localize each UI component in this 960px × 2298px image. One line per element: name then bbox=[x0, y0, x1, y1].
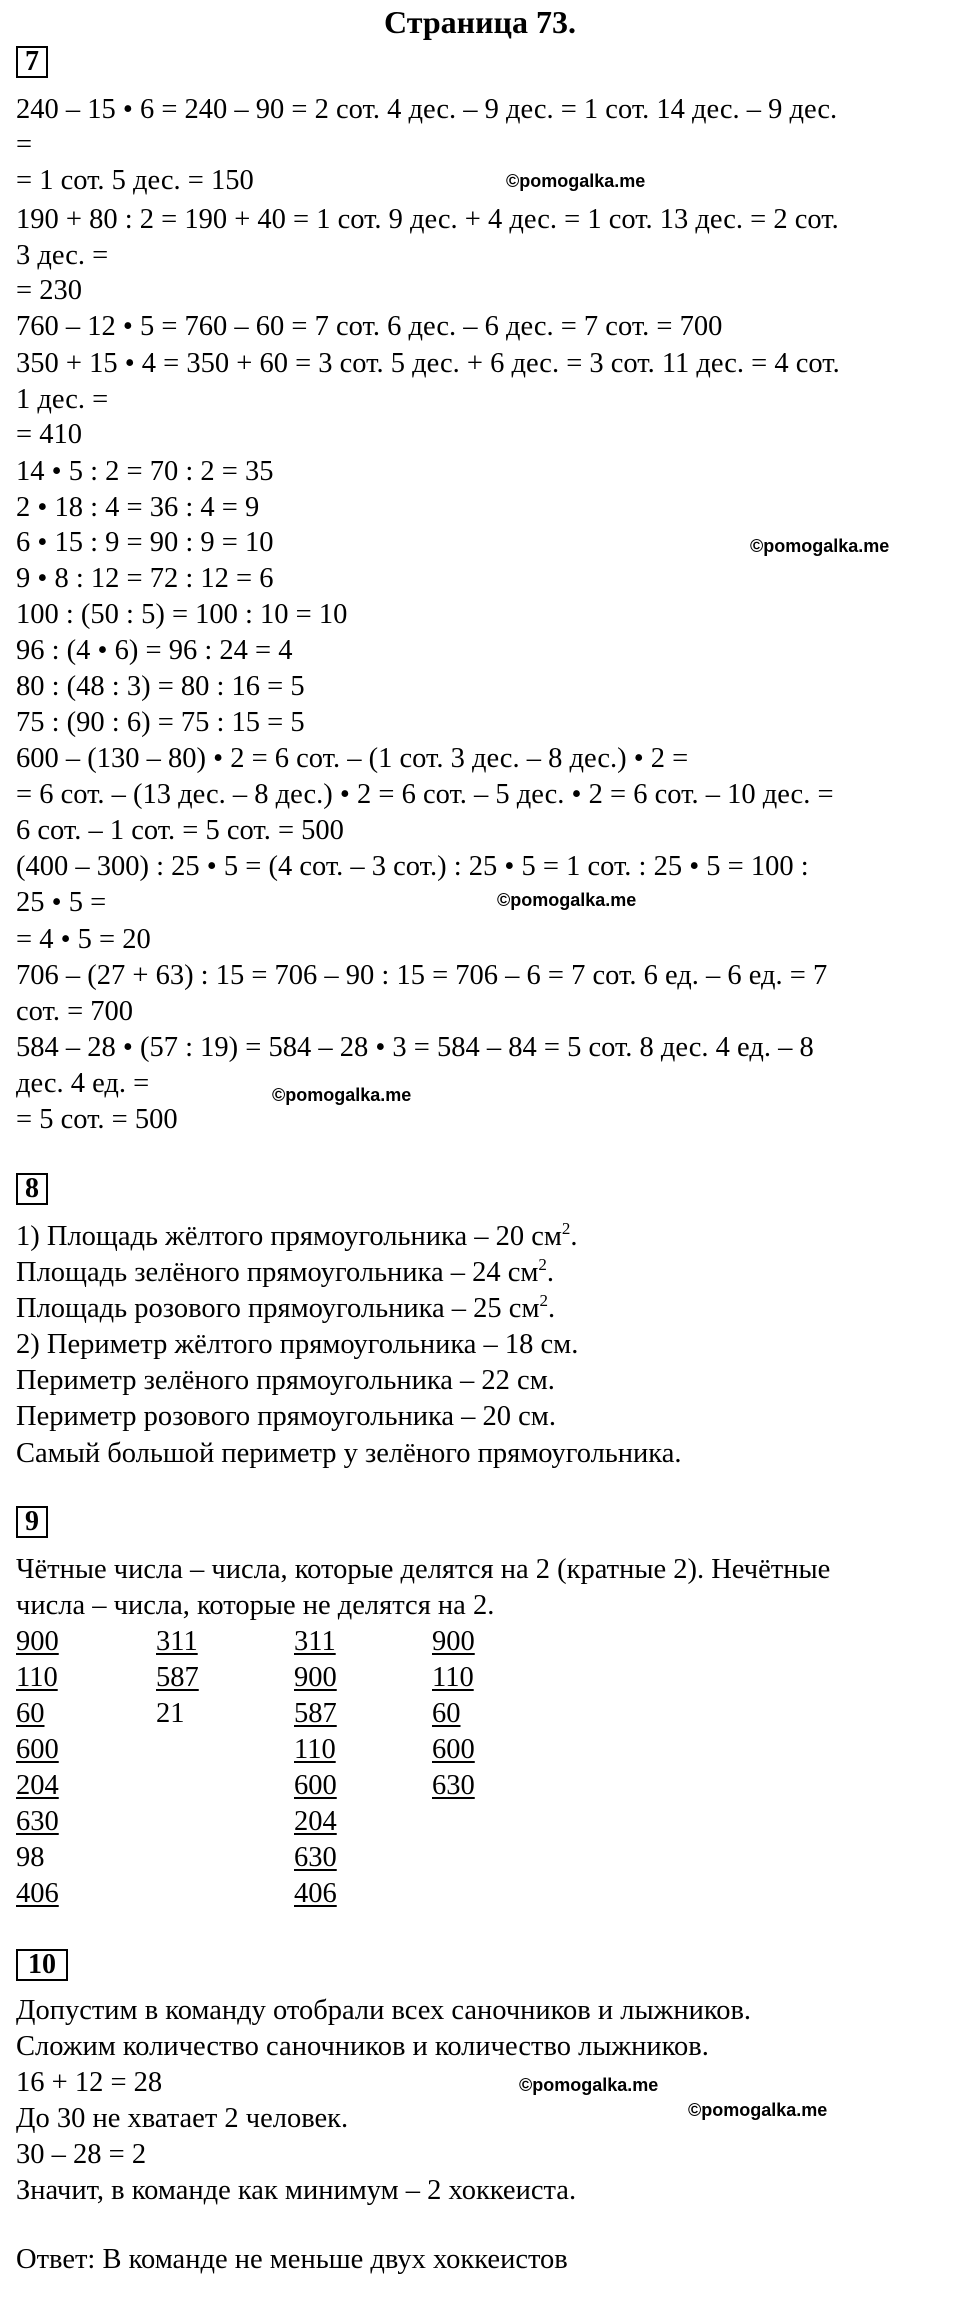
task-8-line: Периметр зелёного прямоугольника – 22 см. bbox=[16, 1365, 555, 1396]
task-7-line: 96 : (4 • 6) = 96 : 24 = 4 bbox=[16, 635, 293, 666]
task-8-line: Площадь розового прямоугольника – 25 $см^2$. bbox=[16, 1291, 556, 1324]
watermark: ©pomogalka.me bbox=[688, 2100, 828, 2120]
task-7-line: = 410 bbox=[16, 419, 82, 450]
task-7-line: = 1 сот. 5 дес. = 150 bbox=[16, 165, 254, 196]
task-7-line: 9 • 8 : 12 = 72 : 12 = 6 bbox=[16, 563, 274, 594]
number-value: 311 bbox=[156, 1626, 198, 1657]
answer-line: Ответ: В команде не меньше двух хоккеистов bbox=[16, 2244, 568, 2275]
task-8-line: Самый большой периметр у зелёного прямоугольника. bbox=[16, 1438, 682, 1469]
task-7-line: дес. 4 ед. = bbox=[16, 1068, 150, 1099]
task-7-line: 6 • 15 : 9 = 90 : 9 = 10 bbox=[16, 527, 274, 558]
number-value: 406 bbox=[16, 1878, 59, 1909]
task-7-line: 100 : (50 : 5) = 100 : 10 = 10 bbox=[16, 599, 348, 630]
number-value: 587 bbox=[294, 1698, 337, 1729]
numbers-column bbox=[16, 1624, 59, 1912]
number-value: 311 bbox=[294, 1626, 336, 1657]
numbers-column bbox=[156, 1624, 199, 1732]
task-7-number: 7 bbox=[16, 46, 48, 78]
task-7-line: 14 • 5 : 2 = 70 : 2 = 35 bbox=[16, 456, 274, 487]
task-10-line: До 30 не хватает 2 человек. bbox=[16, 2103, 349, 2134]
task-7-line: = 230 bbox=[16, 275, 82, 306]
watermark: ©pomogalka.me bbox=[497, 890, 637, 910]
task-10-line: Допустим в команду отобрали всех саночников и лыжников. bbox=[16, 1995, 752, 2026]
watermark: ©pomogalka.me bbox=[272, 1085, 412, 1105]
number-value: 21 bbox=[156, 1698, 185, 1729]
task-7-line: 350 + 15 • 4 = 350 + 60 = 3 сот. 5 дес. + 6 дес. = 3 сот. 11 дес. = 4 сот. bbox=[16, 348, 840, 379]
watermark: ©pomogalka.me bbox=[519, 2075, 659, 2095]
task-7-line: 190 + 80 : 2 = 190 + 40 = 1 сот. 9 дес. + 4 дес. = 1 сот. 13 дес. = 2 сот. bbox=[16, 204, 839, 235]
task-9-line: числа – числа, которые не делятся на 2. bbox=[16, 1590, 495, 1621]
task-7-line: 75 : (90 : 6) = 75 : 15 = 5 bbox=[16, 707, 305, 738]
task-7-line: = 4 • 5 = 20 bbox=[16, 924, 151, 955]
task-9-line: Чётные числа – числа, которые делятся на 2 (кратные 2). Нечётные bbox=[16, 1554, 831, 1585]
number-value: 60 bbox=[432, 1698, 461, 1729]
number-value: 900 bbox=[16, 1626, 59, 1657]
number-value: 600 bbox=[432, 1734, 475, 1765]
number-value: 630 bbox=[294, 1842, 337, 1873]
task-7-line: 6 сот. – 1 сот. = 5 сот. = 500 bbox=[16, 815, 344, 846]
task-10-line: 30 – 28 = 2 bbox=[16, 2139, 147, 2170]
task-7-line: = bbox=[16, 129, 33, 160]
task-8-line: 1) Площадь жёлтого прямоугольника – 20 $см^2$. bbox=[16, 1219, 578, 1252]
number-value: 900 bbox=[294, 1662, 337, 1693]
number-value: 630 bbox=[432, 1770, 475, 1801]
number-value: 204 bbox=[294, 1806, 337, 1837]
page-title: Страница 73. bbox=[384, 4, 576, 40]
task-10-line: Значит, в команде как минимум – 2 хоккеиста. bbox=[16, 2175, 577, 2206]
task-7-line: 25 • 5 = bbox=[16, 887, 107, 918]
numbers-column bbox=[432, 1624, 475, 1804]
task-7-line: 80 : (48 : 3) = 80 : 16 = 5 bbox=[16, 671, 305, 702]
number-value: 630 bbox=[16, 1806, 59, 1837]
watermark: ©pomogalka.me bbox=[506, 171, 646, 191]
number-value: 110 bbox=[432, 1662, 474, 1693]
task-7-line: = 6 сот. – (13 дес. – 8 дес.) • 2 = 6 сот. – 5 дес. • 2 = 6 сот. – 10 дес. = bbox=[16, 779, 834, 810]
number-value: 600 bbox=[294, 1770, 337, 1801]
numbers-column bbox=[294, 1624, 337, 1912]
task-7-line: 240 – 15 • 6 = 240 – 90 = 2 сот. 4 дес. – 9 дес. = 1 сот. 14 дес. – 9 дес. bbox=[16, 94, 838, 125]
number-value: 110 bbox=[16, 1662, 58, 1693]
task-7-line: 600 – (130 – 80) • 2 = 6 сот. – (1 сот. 3 дес. – 8 дес.) • 2 = bbox=[16, 743, 689, 774]
number-value: 600 bbox=[16, 1734, 59, 1765]
task-7-line: 584 – 28 • (57 : 19) = 584 – 28 • 3 = 584 – 84 = 5 сот. 8 дес. 4 ед. – 8 bbox=[16, 1032, 814, 1063]
task-7-line: 760 – 12 • 5 = 760 – 60 = 7 сот. 6 дес. – 6 дес. = 7 сот. = 700 bbox=[16, 311, 723, 342]
task-10-number: 10 bbox=[16, 1949, 68, 1981]
task-10-line: Сложим количество саночников и количество лыжников. bbox=[16, 2031, 709, 2062]
task-8-line: Площадь зелёного прямоугольника – 24 $см^2$. bbox=[16, 1255, 555, 1288]
number-value: 406 bbox=[294, 1878, 337, 1909]
task-10-line: 16 + 12 = 28 bbox=[16, 2067, 163, 2098]
task-7-line: 1 дес. = bbox=[16, 384, 109, 415]
task-8-number: 8 bbox=[16, 1173, 48, 1205]
task-7-line: сот. = 700 bbox=[16, 996, 134, 1027]
number-value: 60 bbox=[16, 1698, 45, 1729]
task-7-line: = 5 сот. = 500 bbox=[16, 1104, 178, 1135]
watermark: ©pomogalka.me bbox=[750, 536, 890, 556]
number-value: 587 bbox=[156, 1662, 199, 1693]
number-value: 98 bbox=[16, 1842, 45, 1873]
number-value: 900 bbox=[432, 1626, 475, 1657]
task-7-line: 706 – (27 + 63) : 15 = 706 – 90 : 15 = 706 – 6 = 7 сот. 6 ед. – 6 ед. = 7 bbox=[16, 960, 828, 991]
task-7-line: 3 дес. = bbox=[16, 240, 109, 271]
task-8-line: Периметр розового прямоугольника – 20 см. bbox=[16, 1401, 556, 1432]
number-value: 110 bbox=[294, 1734, 336, 1765]
task-7-line: (400 – 300) : 25 • 5 = (4 сот. – 3 сот.) : 25 • 5 = 1 сот. : 25 • 5 = 100 : bbox=[16, 851, 809, 882]
number-value: 204 bbox=[16, 1770, 59, 1801]
task-7-line: 2 • 18 : 4 = 36 : 4 = 9 bbox=[16, 492, 260, 523]
task-9-number: 9 bbox=[16, 1506, 48, 1538]
task-8-line: 2) Периметр жёлтого прямоугольника – 18 см. bbox=[16, 1329, 579, 1360]
